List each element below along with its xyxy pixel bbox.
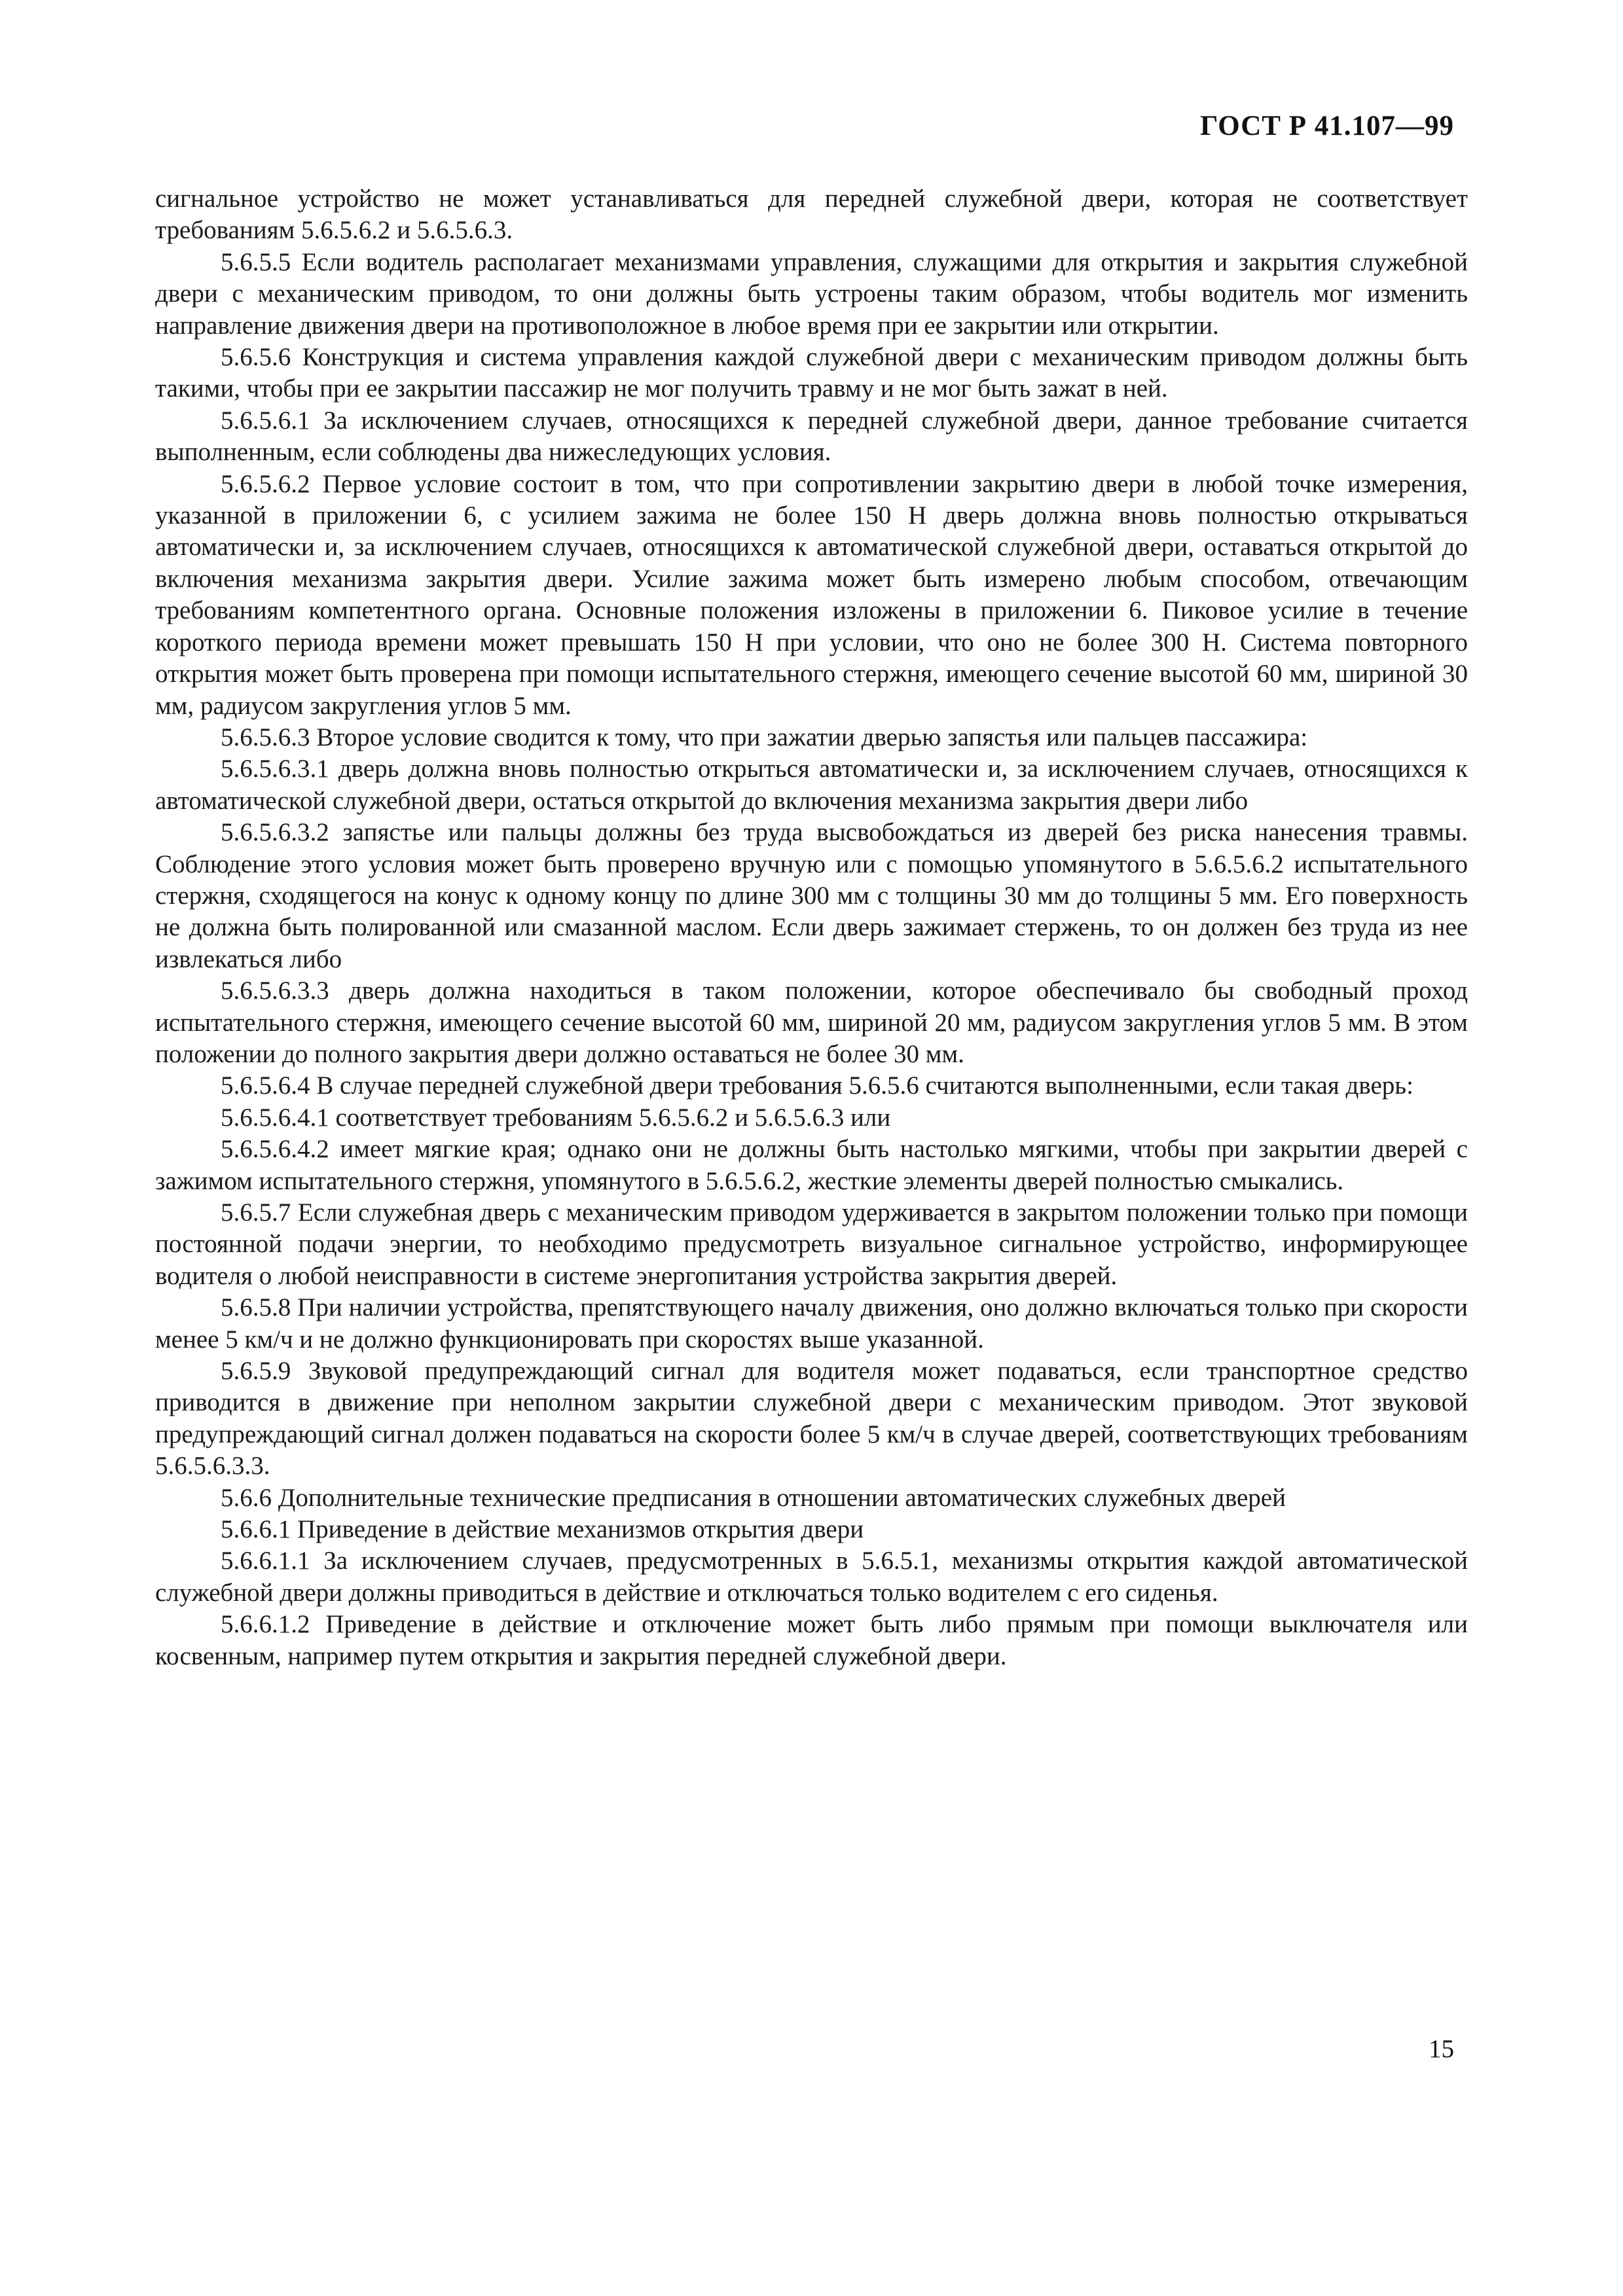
paragraph-5-6-5-6-3-1: 5.6.5.6.3.1 дверь должна вновь полностью открыться автоматически и, за исключением случаев, относящихся к автоматической служебной двери, остаться открытой до включения механизма закрытия двери либо <box>155 755 1468 815</box>
paragraph-5-6-5-6-3-3: 5.6.5.6.3.3 дверь должна находиться в таком положении, которое обеспечивало бы свободный проход испытательного стержня, имеющего сечение высотой 60 мм, шириной 20 мм, радиусом закругления углов 5 мм. В этом положении до полного закрытия двери должно оставаться не более 30 мм. <box>155 977 1468 1068</box>
paragraph-5-6-5-5: 5.6.5.5 Если водитель располагает механизмами управления, служащими для открытия и закрытия служебной двери с механическим приводом, то они должны быть устроены таким образом, чтобы водитель мог изменить направление движения двери на противоположное в любое время при ее закрытии или открытии. <box>155 247 1468 340</box>
paragraph-5-6-6-1: 5.6.6.1 Приведение в действие механизмов открытия двери <box>221 1515 864 1544</box>
paragraph-5-6-5-7: 5.6.5.7 Если служебная дверь с механическим приводом удерживается в закрытом положении только при помощи постоянной подачи энергии, то необходимо предусмотреть визуальное сигнальное устройство, информирующее водителя о любой неисправности в системе энергопитания устройства закрытия дверей. <box>155 1198 1468 1290</box>
paragraph-5-6-5-8: 5.6.5.8 При наличии устройства, препятствующего началу движения, оно должно включаться только при скорости менее 5 км/ч и не должно функционировать при скоростях выше указанной. <box>155 1293 1468 1354</box>
document-body <box>155 183 1468 1672</box>
paragraph-5-6-5-6: 5.6.5.6 Конструкция и система управления каждой служебной двери с механическим приводом должны быть такими, чтобы при ее закрытии пассажир не мог получить травму и не мог быть зажат в ней. <box>155 343 1468 403</box>
paragraph-5-6-5-9: 5.6.5.9 Звуковой предупреждающий сигнал для водителя может подаваться, если транспортное средство приводится в движение при неполном закрытии служебной двери с механическим приводом. Этот звуковой предупреждающий сигнал должен подаваться на скорости более 5 км/ч в случае дверей, соответствующих требованиям 5.6.5.6.3.3. <box>155 1357 1468 1480</box>
paragraph-5-6-5-6-2: 5.6.5.6.2 Первое условие состоит в том, что при сопротивлении закрытию двери в любой точке измерения, указанной в приложении 6, с усилием зажима не более 150 Н дверь должна вновь полностью открываться автоматически и, за исключением случаев, относящихся к автоматической служебной двери, оставаться открытой до включения механизма закрытия двери. Усилие зажима может быть измерено любым способом, отвечающим требованиям компетентного органа. Основные положения изложены в приложении 6. Пиковое усилие в течение короткого периода времени может превышать 150 Н при условии, что оно не более 300 Н. Система повторного открытия может быть проверена при помощи испытательного стержня, имеющего сечение высотой 60 мм, шириной 30 мм, радиусом закругления углов 5 мм. <box>155 469 1468 720</box>
paragraph-5-6-5-6-3-2: 5.6.5.6.3.2 запястье или пальцы должны без труда высвобождаться из дверей без риска нанесения травмы. Соблюдение этого условия может быть проверено вручную или с помощью упомянутого в 5.6.5.6.2 испытательного стержня, сходящегося на конус к одному концу по длине 300 мм с толщины 30 мм до толщины 5 мм. Его поверхность не должна быть полированной или смазанной маслом. Если дверь зажимает стержень, то он должен без труда из нее извлекаться либо <box>155 818 1468 973</box>
paragraph-5-6-5-6-4-1: 5.6.5.6.4.1 соответствует требованиям 5.6.5.6.2 и 5.6.5.6.3 или <box>221 1103 891 1132</box>
paragraph-5-6-6: 5.6.6 Дополнительные технические предписания в отношении автоматических служебных дверей <box>221 1483 1286 1512</box>
page-number: 15 <box>1429 2035 1454 2063</box>
document-header: ГОСТ Р 41.107—99 <box>1199 111 1454 141</box>
paragraph-5-6-5-6-4-2: 5.6.5.6.4.2 имеет мягкие края; однако они не должны быть настолько мягкими, чтобы при закрытии дверей с зажимом испытательного стержня, упомянутого в 5.6.5.6.2, жесткие элементы дверей полностью смыкались. <box>155 1135 1468 1195</box>
paragraph-5-6-5-6-4: 5.6.5.6.4 В случае передней служебной двери требования 5.6.5.6 считаются выполненными, если такая дверь: <box>221 1071 1413 1100</box>
paragraph-continuation: сигнальное устройство не может устанавливаться для передней служебной двери, которая не соответствует требованиям 5.6.5.6.2 и 5.6.5.6.3. <box>155 185 1468 245</box>
paragraph-5-6-5-6-3: 5.6.5.6.3 Второе условие сводится к тому, что при зажатии дверью запястья или пальцев пассажира: <box>221 723 1308 751</box>
paragraph-5-6-5-6-1: 5.6.5.6.1 За исключением случаев, относящихся к передней служебной двери, данное требование считается выполненным, если соблюдены два нижеследующих условия. <box>155 406 1468 467</box>
paragraph-5-6-6-1-2: 5.6.6.1.2 Приведение в действие и отключение может быть либо прямым при помощи выключателя или косвенным, например путем открытия и закрытия передней служебной двери. <box>155 1610 1468 1670</box>
paragraph-5-6-6-1-1: 5.6.6.1.1 За исключением случаев, предусмотренных в 5.6.5.1, механизмы открытия каждой автоматической служебной двери должны приводиться в действие и отключаться только водителем с его сиденья. <box>155 1547 1468 1607</box>
